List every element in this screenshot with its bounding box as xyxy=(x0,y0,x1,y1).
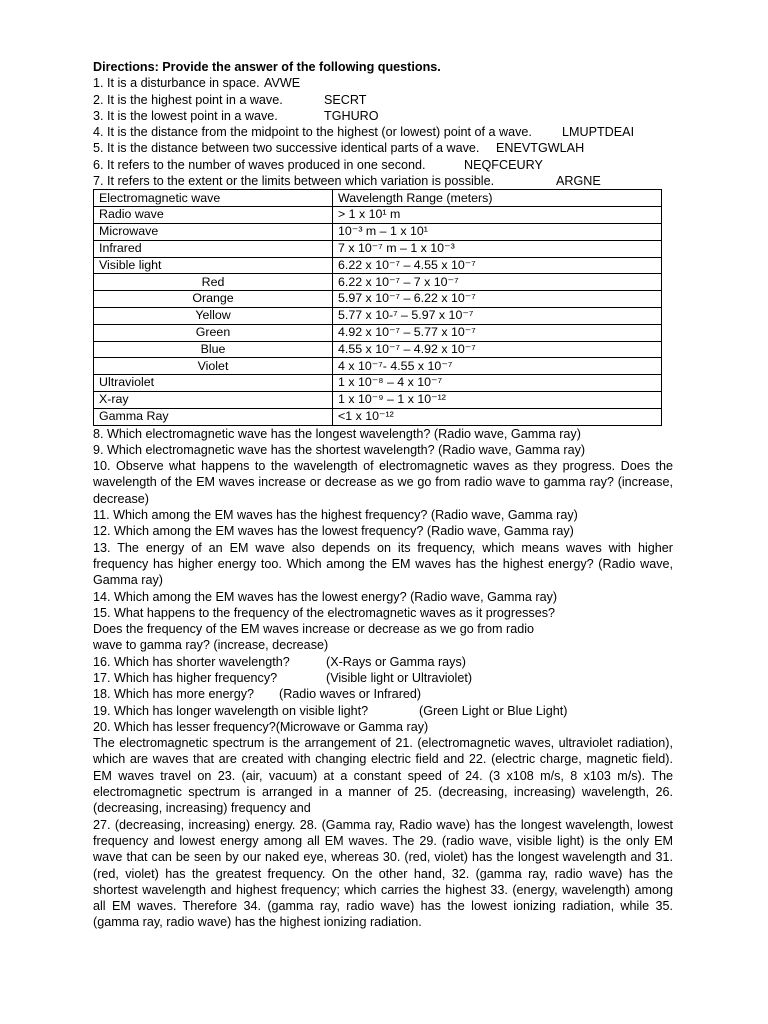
question-17: 17. Which has higher frequency? (Visible light or Ultraviolet) xyxy=(93,670,473,685)
question-16: 16. Which has shorter wavelength? (X-Rays or Gamma rays) xyxy=(93,654,466,669)
scrambled-word-2: SECRT xyxy=(324,92,367,107)
scrambled-word-5: ENEVTGWLAH xyxy=(496,141,585,156)
question-10: 10. Observe what happens to the wavelength of electromagnetic waves as they progress. Does the wavelength of the EM waves increase or decrease as we go from radio wave to gamma ray? (increase, decrease) xyxy=(93,459,673,506)
scramble-question-1: 1. It is a disturbance in space. AVWE xyxy=(93,76,301,91)
question-11: 11. Which among the EM waves has the highest frequency? (Radio wave, Gamma ray) xyxy=(93,508,578,523)
table-row: Gamma Ray <1 x 10⁻¹² xyxy=(94,408,662,425)
question-20: 20. Which has lesser frequency?(Microwave or Gamma ray) xyxy=(93,719,429,734)
scramble-question-6: 6. It refers to the number of waves produced in one second. NEQFCEURY xyxy=(93,157,543,172)
table-row: Blue 4.55 x 10⁻⁷ – 4.92 x 10⁻⁷ xyxy=(94,341,662,358)
paragraph-2: 27. (decreasing, increasing) energy. 28. (Gamma ray, Radio wave) has the longest wavelength, lowest frequency and lowest energy among all EM waves. The 29. (radio wave, visible light) is the only EM wave that can be seen by our naked eye, whereas 30. (red, violet) has the longest wavelength and 31. (red, violet) has the greatest frequency. On the other hand, 32. (gamma ray, radio wave) has the shortest wavelength and highest frequency; which carries the highest 33. (energy, wavelength) among all EM waves. Therefore 34. (gamma ray, radio wave) has the lowest ionizing radiation, while 35. (gamma ray, radio wave) has the highest ionizing radiation. xyxy=(93,817,673,930)
table-header-row xyxy=(94,190,662,207)
table-row: Infrared 7 x 10⁻⁷ m – 1 x 10⁻³ xyxy=(94,240,662,257)
choices-19: (Green Light or Blue Light) xyxy=(419,703,568,718)
scrambled-word-7: ARGNE xyxy=(556,174,601,189)
table-row: Orange 5.97 x 10⁻⁷ – 6.22 x 10⁻⁷ xyxy=(94,291,662,308)
table-row: Green 4.92 x 10⁻⁷ – 5.77 x 10⁻⁷ xyxy=(94,324,662,341)
scrambled-word-4: LMUPTDEAI xyxy=(562,125,635,140)
scrambled-word-3: TGHURO xyxy=(324,108,379,123)
table-row: Yellow 5.77 x 10-⁷ – 5.97 x 10⁻⁷ xyxy=(94,307,662,324)
question-18: 18. Which has more energy? (Radio waves or Infrared) xyxy=(93,687,422,702)
choices-16: (X-Rays or Gamma rays) xyxy=(326,654,466,669)
scrambled-word-1: AVWE xyxy=(264,76,301,91)
scramble-question-5: 5. It is the distance between two successive identical parts of a wave. ENEVTGWLAH xyxy=(93,141,585,156)
choices-18: (Radio waves or Infrared) xyxy=(279,687,422,702)
choices-17: (Visible light or Ultraviolet) xyxy=(326,670,473,685)
question-15-line-2: Does the frequency of the EM waves increase or decrease as we go from radio xyxy=(93,622,535,637)
scramble-question-7: 7. It refers to the extent or the limits between which variation is possible. ARGNE xyxy=(93,174,601,189)
worksheet xyxy=(93,59,673,931)
question-13: 13. The energy of an EM wave also depends on its frequency, which means waves with higher frequency has higher energy too. Which among the EM waves has the highest energy? (Radio wave, Gamma ray) xyxy=(93,540,673,588)
scramble-question-4: 4. It is the distance from the midpoint to the highest (or lowest) point of a wave. LMUPTDEAI xyxy=(93,125,635,140)
question-8: 8. Which electromagnetic wave has the longest wavelength? (Radio wave, Gamma ray) xyxy=(93,426,581,441)
table-row: Red 6.22 x 10⁻⁷ – 7 x 10⁻⁷ xyxy=(94,274,662,291)
scrambled-word-6: NEQFCEURY xyxy=(464,157,543,172)
question-12: 12. Which among the EM waves has the lowest frequency? (Radio wave, Gamma ray) xyxy=(93,524,574,539)
table-row: Microwave 10⁻³ m – 1 x 10¹ xyxy=(94,223,662,240)
table-row: Ultraviolet 1 x 10⁻⁸ – 4 x 10⁻⁷ xyxy=(94,375,662,392)
scramble-question-3: 3. It is the lowest point in a wave. TGHURO xyxy=(93,108,379,123)
table-row: Violet 4 x 10⁻⁷- 4.55 x 10⁻⁷ xyxy=(94,358,662,375)
header-range: Wavelength Range (meters) xyxy=(333,190,662,207)
paragraph-1: The electromagnetic spectrum is the arrangement of 21. (electromagnetic waves, ultraviolet radiation), which are waves that are created with changing electric field and 22. (electric charge, magnetic field). EM waves travel on 23. (air, vacuum) at a constant speed of 24. (3 x108 m/s, 8 x103 m/s). The electromagnetic spectrum is arranged in a manner of 25. (decreasing, increasing) wavelength, 26. (decreasing, increasing) frequency and xyxy=(93,736,673,816)
wavelength-table xyxy=(93,189,662,425)
table-row: X-ray 1 x 10⁻⁹ – 1 x 10⁻¹² xyxy=(94,391,662,408)
table-row: Radio wave > 1 x 10¹ m xyxy=(94,207,662,224)
question-9: 9. Which electromagnetic wave has the shortest wavelength? (Radio wave, Gamma ray) xyxy=(93,442,586,457)
table-row: Visible light 6.22 x 10⁻⁷ – 4.55 x 10⁻⁷ xyxy=(94,257,662,274)
question-19: 19. Which has longer wavelength on visible light? (Green Light or Blue Light) xyxy=(93,703,568,718)
header-wave: Electromagnetic wave xyxy=(94,190,333,207)
question-15-line-1: 15. What happens to the frequency of the electromagnetic waves as it progresses? xyxy=(93,605,556,620)
question-14: 14. Which among the EM waves has the lowest energy? (Radio wave, Gamma ray) xyxy=(93,589,558,604)
question-15-line-3: wave to gamma ray? (increase, decrease) xyxy=(93,638,329,653)
directions: Directions: Provide the answer of the following questions. xyxy=(93,60,441,74)
scramble-question-2: 2. It is the highest point in a wave. SECRT xyxy=(93,92,367,107)
